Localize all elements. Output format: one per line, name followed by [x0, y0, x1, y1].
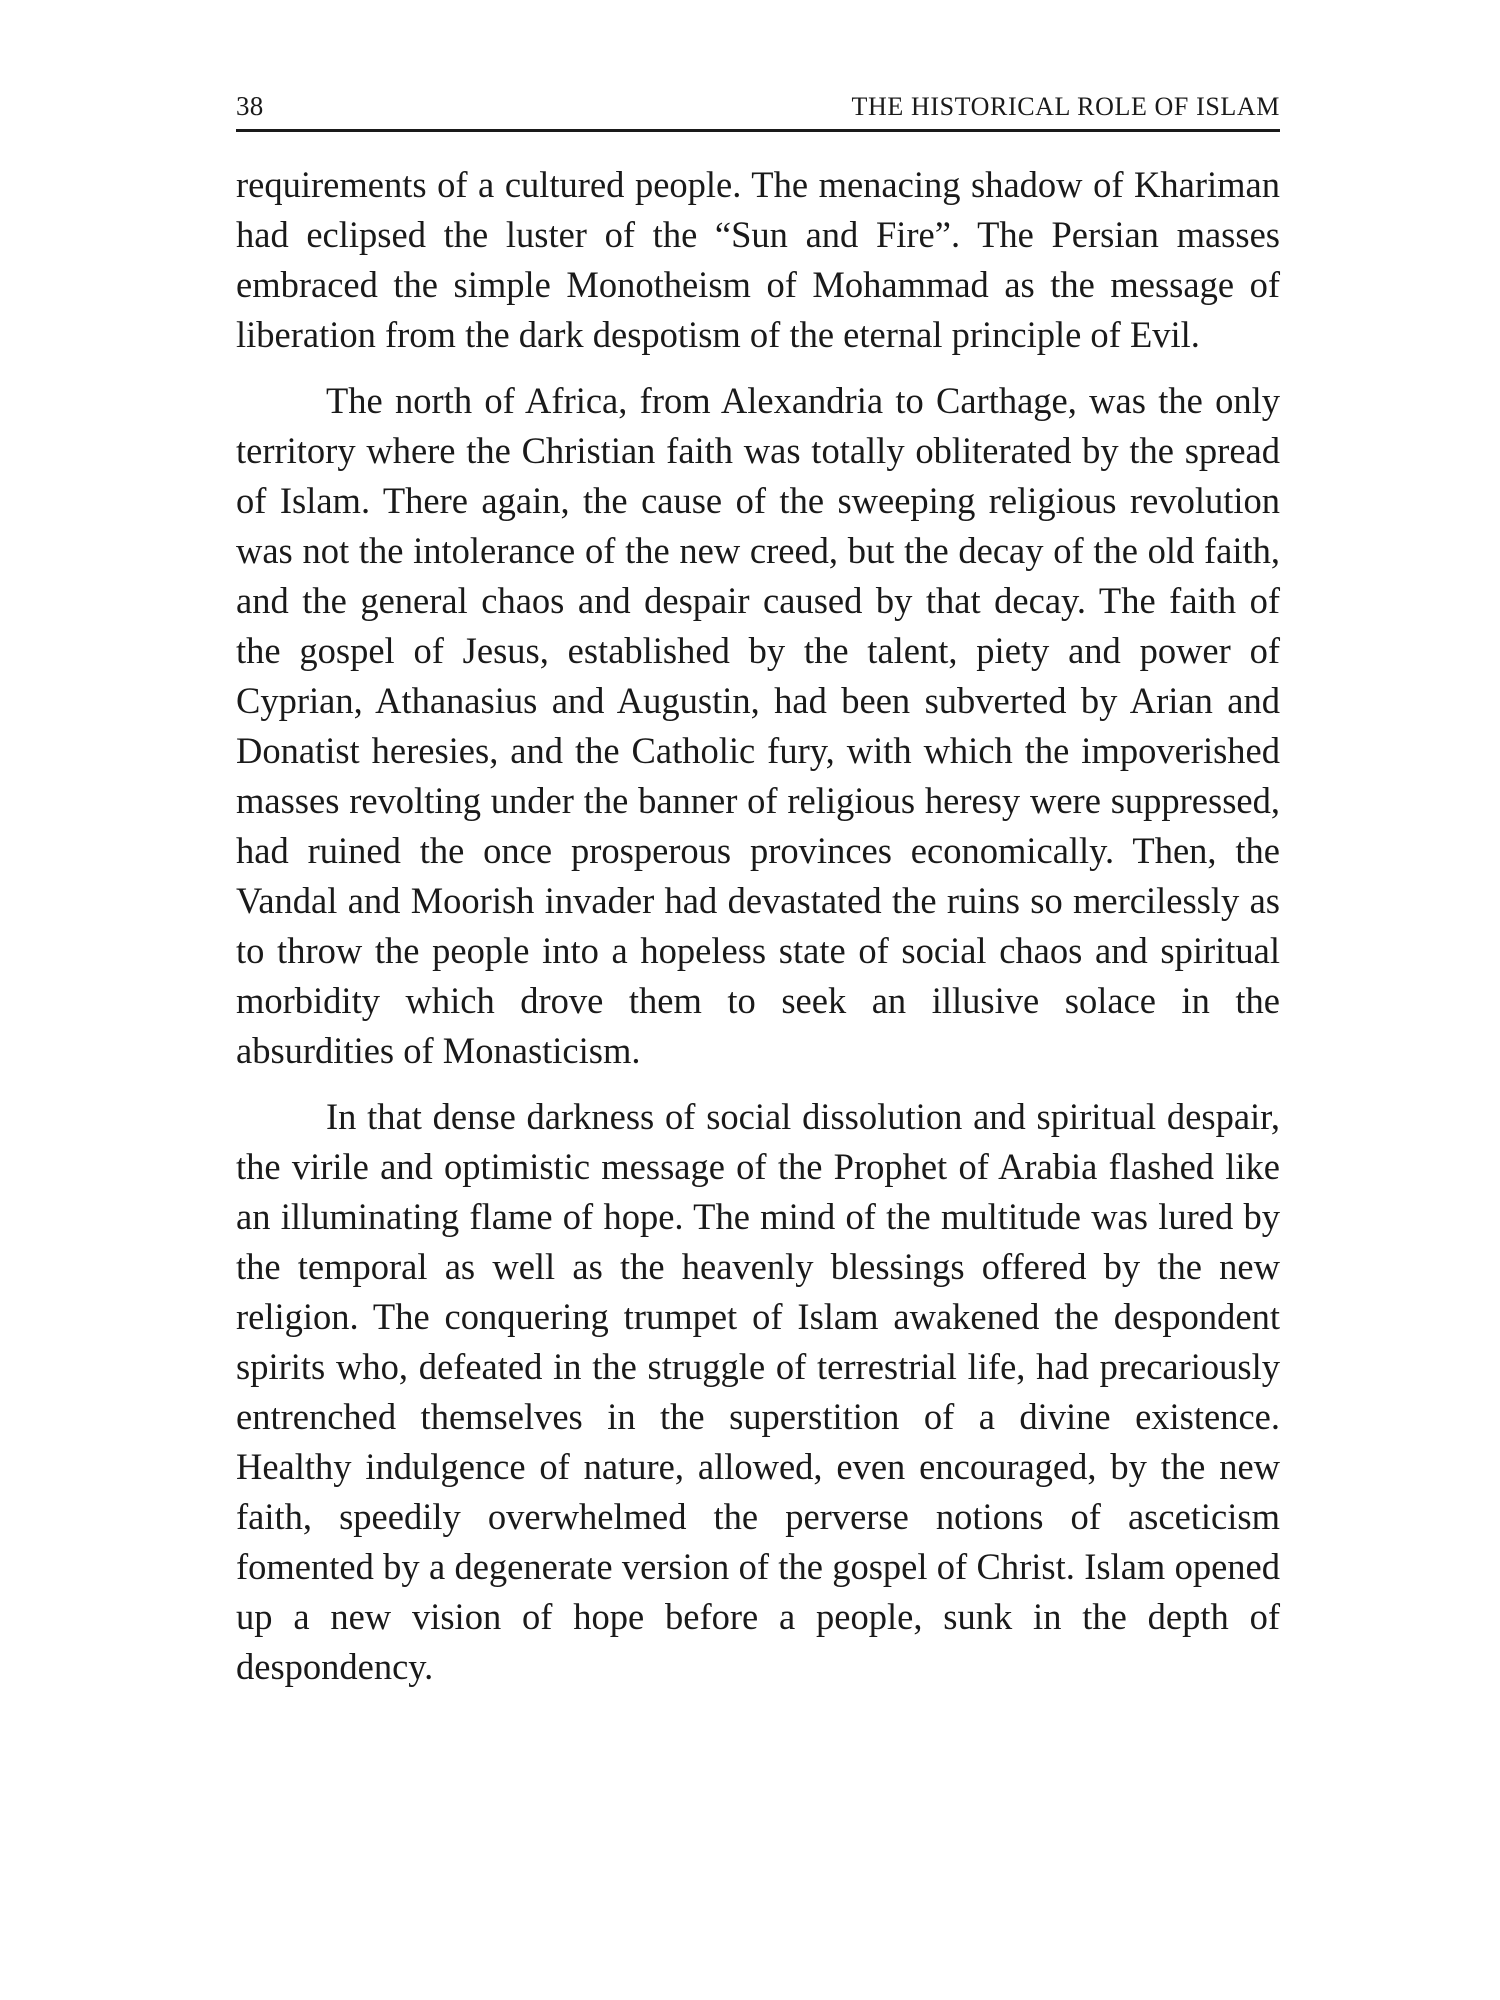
running-title: THE HISTORICAL ROLE OF ISLAM — [851, 92, 1280, 121]
paragraph-message-of-hope: In that dense darkness of social dissolution and spiritual despair, the virile and optimistic message of the Prophet of Arabia flashed like an illuminating flame of hope. The mind of the multitude was lured by the temporal as well as the heavenly blessings offered by the new religion. The conquering trumpet of Islam awakened the despondent spirits who, defeated in the struggle of terrestrial life, had precariously entrenched themselves in the superstition of a divine existence. Healthy indulgence of nature, allowed, even encouraged, by the new faith, speedily overwhelmed the perverse notions of asceticism fomented by a degenerate version of the gospel of Christ. Islam opened up a new vision of hope before a people, sunk in the depth of despondency. — [236, 1096, 1280, 1687]
running-header — [236, 90, 1280, 132]
paragraph-north-africa: The north of Africa, from Alexandria to Carthage, was the only territory where the Christian faith was totally obliterated by the spread of Islam. There again, the cause of the sweeping religious revolution was not the intolerance of the new creed, but the decay of the old faith, and the general chaos and despair caused by that decay. The faith of the gospel of Jesus, established by the talent, piety and power of Cyprian, Athanasius and Augustin, had been subverted by Arian and Donatist heresies, and the Catholic fury, with which the impoverished masses revolting under the banner of religious heresy were suppressed, had ruined the once prosperous provinces economically. Then, the Vandal and Moorish invader had devastated the ruins so mercilessly as to throw the people into a hopeless state of social chaos and spiritual morbidity which drove them to seek an illusive solace in the absurdities of Monasticism. — [236, 380, 1280, 1071]
page-number: 38 — [236, 91, 264, 121]
body-text — [236, 160, 1280, 1692]
paragraph-continuation: requirements of a cultured people. The menacing shadow of Khariman had eclipsed the luster of the “Sun and Fire”. The Persian masses embraced the simple Monotheism of Mohammad as the message of liberation from the dark despotism of the eternal principle of Evil. — [236, 164, 1280, 355]
book-page — [236, 90, 1280, 1708]
